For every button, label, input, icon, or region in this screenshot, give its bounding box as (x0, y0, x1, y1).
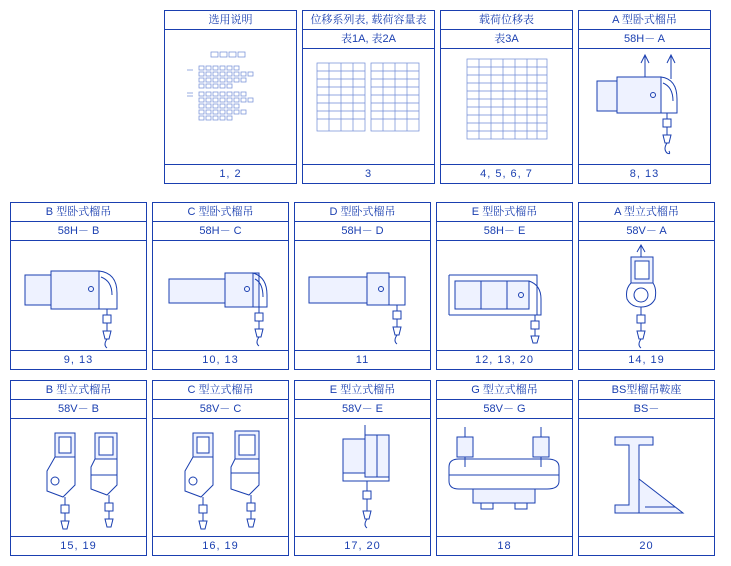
card-row-1 (164, 10, 711, 184)
card-footer: 20 (579, 536, 714, 555)
card-type-a-vertical[interactable] (578, 202, 715, 370)
card-header: D 型卧式榴吊 (295, 203, 430, 222)
card-subheader: 表1A, 表2A (303, 30, 434, 49)
card-subheader: 表3A (441, 30, 572, 49)
card-subheader: 58H－ D (295, 222, 430, 241)
card-footer: 3 (303, 164, 434, 183)
card-header: 载荷位移表 (441, 11, 572, 30)
card-subheader: BS－ (579, 400, 714, 419)
card-subheader: 58V－ E (295, 400, 430, 419)
card-header: B 型立式榴吊 (11, 381, 146, 400)
card-figure-horizontal-hoist-e (437, 241, 572, 350)
card-type-g-vertical[interactable] (436, 380, 573, 556)
card-figure-vertical-hoist-b (11, 419, 146, 536)
card-header: E 型立式榴吊 (295, 381, 430, 400)
card-subheader: 58V－ B (11, 400, 146, 419)
card-header: E 型卧式榴吊 (437, 203, 572, 222)
card-type-e-vertical[interactable] (294, 380, 431, 556)
card-type-d-horizontal[interactable] (294, 202, 431, 370)
card-footer: 4, 5, 6, 7 (441, 164, 572, 183)
card-subheader: 58H－ B (11, 222, 146, 241)
card-footer: 18 (437, 536, 572, 555)
card-bs-saddle[interactable] (578, 380, 715, 556)
card-header: C 型立式榴吊 (153, 381, 288, 400)
card-subheader: 58H－ A (579, 30, 710, 49)
card-header: A 型卧式榴吊 (579, 11, 710, 30)
card-selection-notes[interactable] (164, 10, 297, 184)
card-figure-horizontal-hoist-b (11, 241, 146, 350)
card-displacement-series-capacity[interactable] (302, 10, 435, 184)
card-header: 位移系列表, 载荷容量表 (303, 11, 434, 30)
card-footer: 14, 19 (579, 350, 714, 369)
card-type-a-horizontal[interactable] (578, 10, 711, 184)
card-figure-saddle-bs (579, 419, 714, 536)
card-footer: 16, 19 (153, 536, 288, 555)
card-header: C 型卧式榴吊 (153, 203, 288, 222)
card-type-c-vertical[interactable] (152, 380, 289, 556)
card-load-displacement-table[interactable] (440, 10, 573, 184)
card-footer: 9, 13 (11, 350, 146, 369)
card-footer: 11 (295, 350, 430, 369)
card-header: 选用说明 (165, 11, 296, 30)
card-figure-vertical-hoist-c (153, 419, 288, 536)
card-subheader: 58V－ A (579, 222, 714, 241)
card-header: A 型立式榴吊 (579, 203, 714, 222)
card-footer: 1, 2 (165, 164, 296, 183)
card-subheader: 58H－ E (437, 222, 572, 241)
card-figure-vertical-hoist-e (295, 419, 430, 536)
card-footer: 10, 13 (153, 350, 288, 369)
card-figure-horizontal-hoist-a (579, 49, 710, 164)
card-figure-two-tables (303, 49, 434, 164)
card-figure-horizontal-hoist-c (153, 241, 288, 350)
card-footer: 15, 19 (11, 536, 146, 555)
card-type-c-horizontal[interactable] (152, 202, 289, 370)
card-figure-vertical-hoist-a (579, 241, 714, 350)
card-type-e-horizontal[interactable] (436, 202, 573, 370)
card-figure-one-table (441, 49, 572, 164)
card-header: B 型卧式榴吊 (11, 203, 146, 222)
card-footer: 12, 13, 20 (437, 350, 572, 369)
card-figure-text-block (165, 30, 296, 164)
card-header: BS型榴吊鞍座 (579, 381, 714, 400)
card-subheader: 58V－ G (437, 400, 572, 419)
card-footer: 17, 20 (295, 536, 430, 555)
card-subheader: 58H－ C (153, 222, 288, 241)
card-figure-vertical-hoist-g (437, 419, 572, 536)
card-type-b-vertical[interactable] (10, 380, 147, 556)
card-subheader: 58V－ C (153, 400, 288, 419)
card-footer: 8, 13 (579, 164, 710, 183)
card-figure-horizontal-hoist-d (295, 241, 430, 350)
card-row-2 (10, 202, 715, 370)
card-header: G 型立式榴吊 (437, 381, 572, 400)
card-type-b-horizontal[interactable] (10, 202, 147, 370)
card-row-3 (10, 380, 715, 556)
